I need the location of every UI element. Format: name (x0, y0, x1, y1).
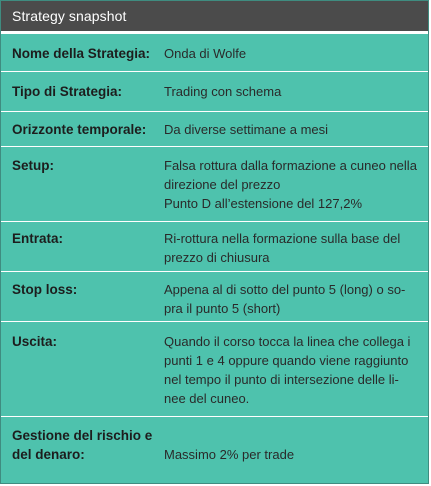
entry-value (164, 229, 417, 267)
row-stop-loss (1, 271, 428, 321)
row-exit (1, 321, 428, 416)
strategy-type-value: Trading con schema (164, 84, 282, 99)
entry-label: Entrata: (12, 231, 64, 246)
setup-label: Setup: (12, 158, 54, 173)
time-horizon-label: Orizzonte temporale: (12, 122, 147, 137)
exit-line: nee del cuneo. (164, 391, 250, 406)
entry-line: prezzo di chiusura (164, 250, 270, 265)
setup-line: Falsa rottura dalla formazione a cuneo nella (164, 158, 417, 173)
stop-loss-label: Stop loss: (12, 282, 78, 297)
risk-management-label (12, 426, 152, 464)
snapshot-header: Strategy snapshot (1, 1, 428, 31)
exit-line: punti 1 e 4 oppure quando viene raggiunto (164, 353, 409, 368)
setup-line: Punto D all’estensione del 127,2% (164, 196, 363, 211)
row-risk-management (1, 416, 428, 476)
row-entry (1, 221, 428, 271)
strategy-name-value: Onda di Wolfe (164, 46, 247, 61)
stop-loss-line: pra il punto 5 (short) (164, 301, 281, 316)
risk-label-line: Gestione del rischio e (12, 428, 153, 443)
strategy-name-label: Nome della Strategia: (12, 46, 151, 61)
stop-loss-line: Appena al di sotto del punto 5 (long) o so- (164, 282, 406, 297)
row-setup (1, 146, 428, 221)
time-horizon-value: Da diverse settimane a mesi (164, 122, 329, 137)
exit-value (164, 332, 417, 408)
exit-line: nel tempo il punto di intersezione delle li- (164, 372, 399, 387)
strategy-type-label: Tipo di Strategia: (12, 84, 123, 99)
risk-label-line: del denaro: (12, 447, 85, 462)
row-strategy-name (1, 31, 428, 71)
setup-value (164, 156, 417, 213)
row-strategy-type (1, 71, 428, 111)
snapshot-table (1, 31, 428, 476)
exit-label: Uscita: (12, 334, 58, 349)
setup-line: direzione del prezzo (164, 177, 281, 192)
row-time-horizon (1, 111, 428, 146)
entry-line: Ri-rottura nella formazione sulla base del (164, 231, 401, 246)
exit-line: Quando il corso tocca la linea che collega i (164, 334, 411, 349)
risk-management-value: Massimo 2% per trade (164, 447, 295, 462)
stop-loss-value (164, 280, 417, 318)
